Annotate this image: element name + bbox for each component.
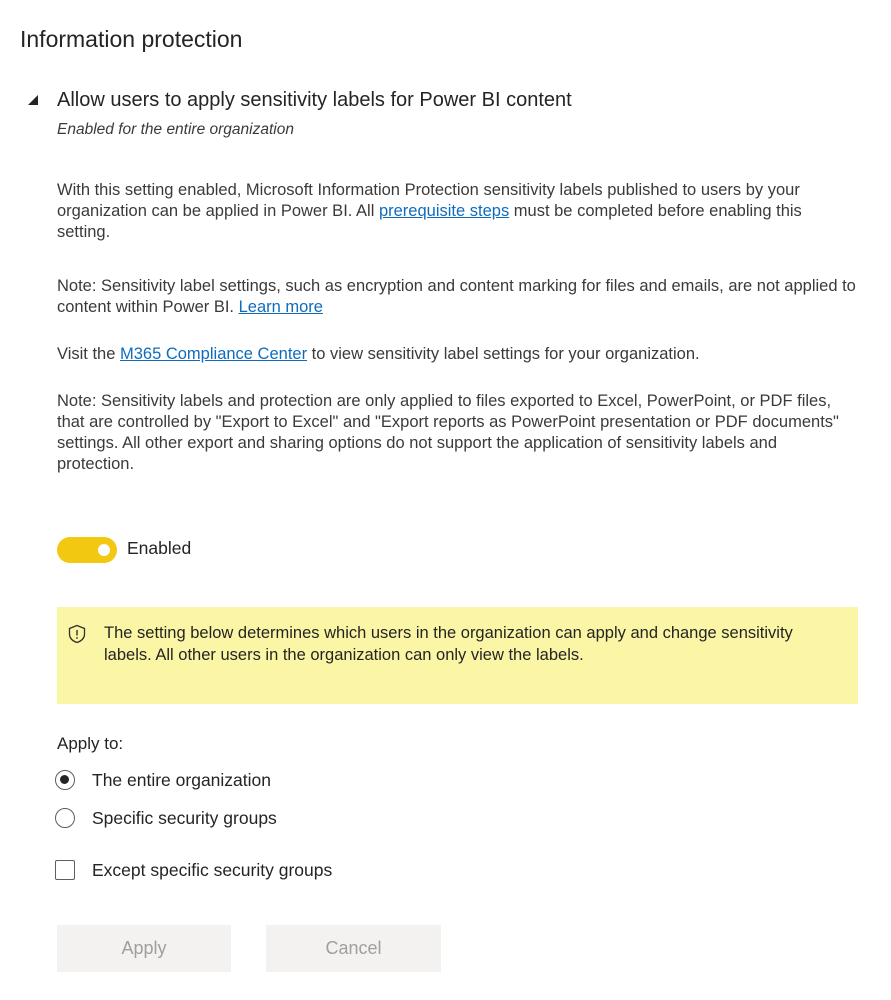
radio-entire-organization[interactable] [55,767,271,793]
toggle-knob [98,544,110,556]
warning-text: The setting below determines which users in the organization can apply and change sensitivity labels. All other users in the organization can only view the labels. [104,624,793,664]
compliance-text: Visit the [57,345,120,363]
description-paragraph [57,180,857,243]
page-title: Information protection [20,26,243,52]
cancel-button[interactable]: Cancel [266,925,441,972]
enabled-toggle[interactable] [57,537,117,563]
description-text: With this setting enabled, Microsoft Information Protection sensitivity labels published to users by your organization can be applied in Power BI. All [57,181,800,220]
radio-specific-security-groups[interactable] [55,805,277,831]
radio-button[interactable] [55,808,75,828]
checkbox-label: Except specific security groups [92,859,333,880]
compliance-center-link[interactable]: M365 Compliance Center [119,345,308,363]
radio-label: The entire organization [92,769,271,790]
radio-label: Specific security groups [92,807,277,828]
toggle-label: Enabled [127,538,192,558]
apply-button[interactable]: Apply [57,925,231,972]
apply-to-label: Apply to: [57,734,124,753]
radio-button-selected[interactable] [55,770,75,790]
note-text: Note: Sensitivity label settings, such as encryption and content marking for files and emails, are not applied to content within Power BI. [57,277,856,316]
collapse-triangle-icon[interactable] [27,94,39,106]
setting-status: Enabled for the entire organization [57,121,294,138]
setting-title[interactable]: Allow users to apply sensitivity labels for Power BI content [57,89,572,111]
note-paragraph [57,276,857,318]
learn-more-link[interactable]: Learn more [238,298,323,316]
description-text-end: must be completed before enabling this setting. [57,202,802,241]
prerequisite-steps-link[interactable]: prerequisite steps [378,202,510,220]
compliance-text-end: to view sensitivity label settings for your organization. [307,345,700,363]
shield-warning-icon [67,624,87,644]
except-security-groups-checkbox-row[interactable] [55,857,332,883]
warning-banner [57,607,858,704]
except-security-groups-checkbox[interactable] [55,860,75,880]
export-note-paragraph: Note: Sensitivity labels and protection are only applied to files exported to Excel, PowerPoint, or PDF files, that are controlled by "Export to Excel" and "Export reports as PowerPoint presentation or PDF documents" settings. All other export and sharing options do not support the application of sensitivity labels and protection. [57,392,839,473]
compliance-paragraph [57,344,857,365]
